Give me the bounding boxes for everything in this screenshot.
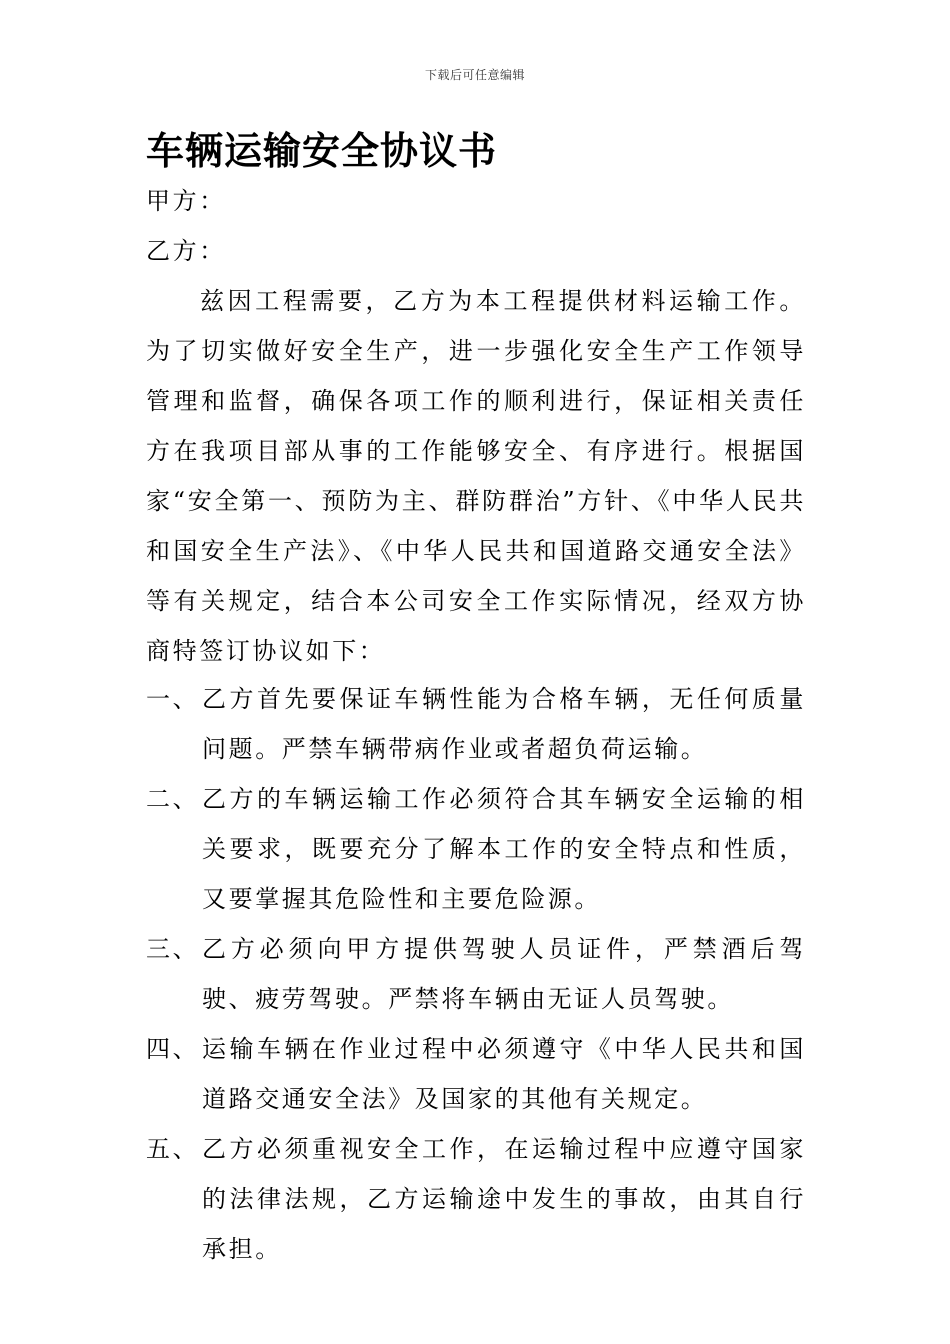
document-title: 车辆运输安全协议书 xyxy=(146,128,498,173)
header-note: 下载后可任意编辑 xyxy=(424,68,525,82)
clause-item xyxy=(146,674,806,774)
clause-item xyxy=(146,1124,806,1274)
clause-text: 乙方必须向甲方提供驾驶人员证件，严禁酒后驾驶、疲劳驾驶。严禁将车辆由无证人员驾驶。 xyxy=(202,935,806,1013)
party-b-label: 乙方： xyxy=(146,237,226,265)
party-a-label: 甲方： xyxy=(146,187,226,215)
clause-number: 二、 xyxy=(146,785,200,813)
clause-number: 一、 xyxy=(146,685,200,713)
clause-text: 乙方首先要保证车辆性能为合格车辆，无任何质量问题。严禁车辆带病作业或者超负荷运输。 xyxy=(202,685,806,763)
clause-item xyxy=(146,774,806,924)
clause-text: 乙方的车辆运输工作必须符合其车辆安全运输的相关要求，既要充分了解本工作的安全特点和性质，又要掌握其危险性和主要危险源。 xyxy=(202,785,806,913)
clause-list xyxy=(146,674,806,1274)
clause-number: 五、 xyxy=(146,1135,200,1163)
clause-item xyxy=(146,1024,806,1124)
intro-paragraph: 兹因工程需要，乙方为本工程提供材料运输工作。为了切实做好安全生产，进一步强化安全生产工作领导管理和监督，确保各项工作的顺利进行，保证相关责任方在我项目部从事的工作能够安全、有序进行。根据国家“安全第一、预防为主、群防群治”方针、《中华人民共和国安全生产法》、《中华人民共和国道路交通安全法》等有关规定，结合本公司安全工作实际情况，经双方协商特签订协议如下： xyxy=(146,287,806,665)
clause-number: 三、 xyxy=(146,935,200,963)
clause-text: 乙方必须重视安全工作，在运输过程中应遵守国家的法律法规，乙方运输途中发生的事故，由其自行承担。 xyxy=(202,1135,806,1263)
clause-item xyxy=(146,924,806,1024)
clause-number: 四、 xyxy=(146,1035,200,1063)
clause-text: 运输车辆在作业过程中必须遵守《中华人民共和国道路交通安全法》及国家的其他有关规定。 xyxy=(202,1035,806,1113)
